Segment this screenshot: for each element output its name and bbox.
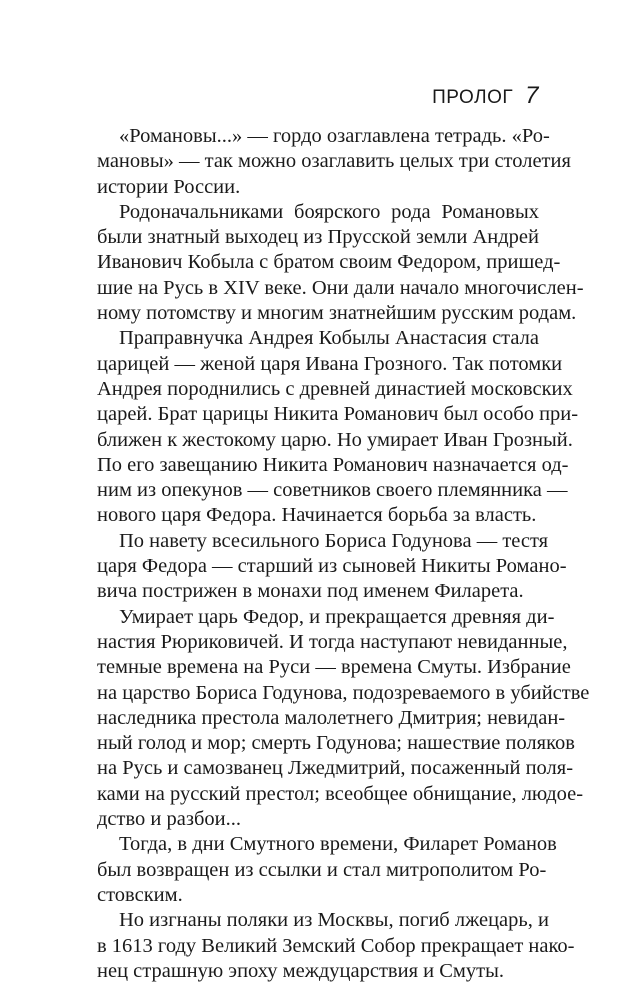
text-line: нового царя Федора. Начинается борьба за власть. — [97, 504, 537, 527]
text-line: По навету всесильного Бориса Годунова — тестя — [119, 529, 549, 552]
paragraph — [97, 200, 584, 326]
text-line: царицей — женой царя Ивана Грозного. Так потомки — [97, 352, 563, 375]
text-line: шие на Русь в XIV веке. Они дали начало многочислен- — [97, 276, 584, 299]
running-title: ПРОЛОГ — [432, 87, 514, 108]
paragraph — [97, 908, 575, 984]
text-line: мановы» — так можно озаглавить целых три столетия — [97, 150, 571, 173]
text-line: на Русь и самозванец Лжедмитрий, посаженный поля- — [97, 757, 574, 780]
text-line: темные времена на Руси — времена Смуты. Избрание — [97, 656, 571, 679]
paragraph — [97, 529, 567, 605]
text-line: вича пострижен в монахи под именем Филарета. — [97, 580, 524, 603]
text-line: наследника престола малолетнего Дмитрия; невидан- — [97, 706, 566, 729]
text-line: царей. Брат царицы Никита Романович был особо при- — [97, 403, 579, 426]
paragraph — [97, 326, 579, 528]
text-line: Иванович Кобыла с братом своим Федором, пришед- — [97, 251, 561, 274]
text-line: ному потомству и многим знатнейшим русским родам. — [97, 302, 577, 325]
text-line: стовским. — [97, 883, 183, 906]
text-line: дство и разбои... — [97, 808, 241, 831]
running-head — [432, 82, 539, 110]
text-line: Родоначальниками боярского рода Романовых — [119, 200, 539, 223]
text-line: нец страшную эпоху междуцарствия и Смуты. — [97, 959, 504, 982]
paragraph — [97, 605, 590, 833]
text-line: настия Рюриковичей. И тогда наступают невиданные, — [97, 630, 568, 653]
text-line: Праправнучка Андрея Кобылы Анастасия стала — [119, 327, 539, 350]
text-line: По его завещанию Никита Романович назначается од- — [97, 453, 569, 476]
text-line: были знатный выходец из Прусской земли Андрей — [97, 226, 539, 249]
text-line: Тогда, в дни Смутного времени, Филарет Романов — [119, 833, 557, 856]
text-line: истории России. — [97, 175, 241, 198]
text-line: «Романовы...» — гордо озаглавлена тетрадь. «Ро- — [119, 125, 550, 147]
text-line: на царство Бориса Годунова, подозреваемого в убийстве — [97, 681, 590, 704]
body-text — [97, 124, 590, 984]
text-line: ним из опекунов — советников своего племянника — — [97, 479, 568, 502]
text-line: в 1613 году Великий Земский Собор прекращает нако- — [97, 934, 575, 957]
text-line: Но изгнаны поляки из Москвы, погиб лжецарь, и — [119, 909, 549, 932]
page-number: 7 — [525, 82, 539, 109]
text-line: ближен к жестокому царю. Но умирает Иван Грозный. — [97, 428, 573, 451]
text-line: ками на русский престол; всеобщее обнищание, людое- — [97, 782, 584, 805]
text-line: Умирает царь Федор, и прекращается древняя ди- — [119, 605, 555, 628]
text-line: был возвращен из ссылки и стал митрополитом Ро- — [97, 858, 547, 881]
paragraph — [97, 832, 557, 908]
text-line: ный голод и мор; смерть Годунова; нашествие поляков — [97, 732, 575, 755]
text-line: Андрея породнились с древней династией московских — [97, 377, 573, 400]
paragraph — [97, 124, 571, 200]
text-line: царя Федора — старший из сыновей Никиты Романо- — [97, 555, 567, 578]
